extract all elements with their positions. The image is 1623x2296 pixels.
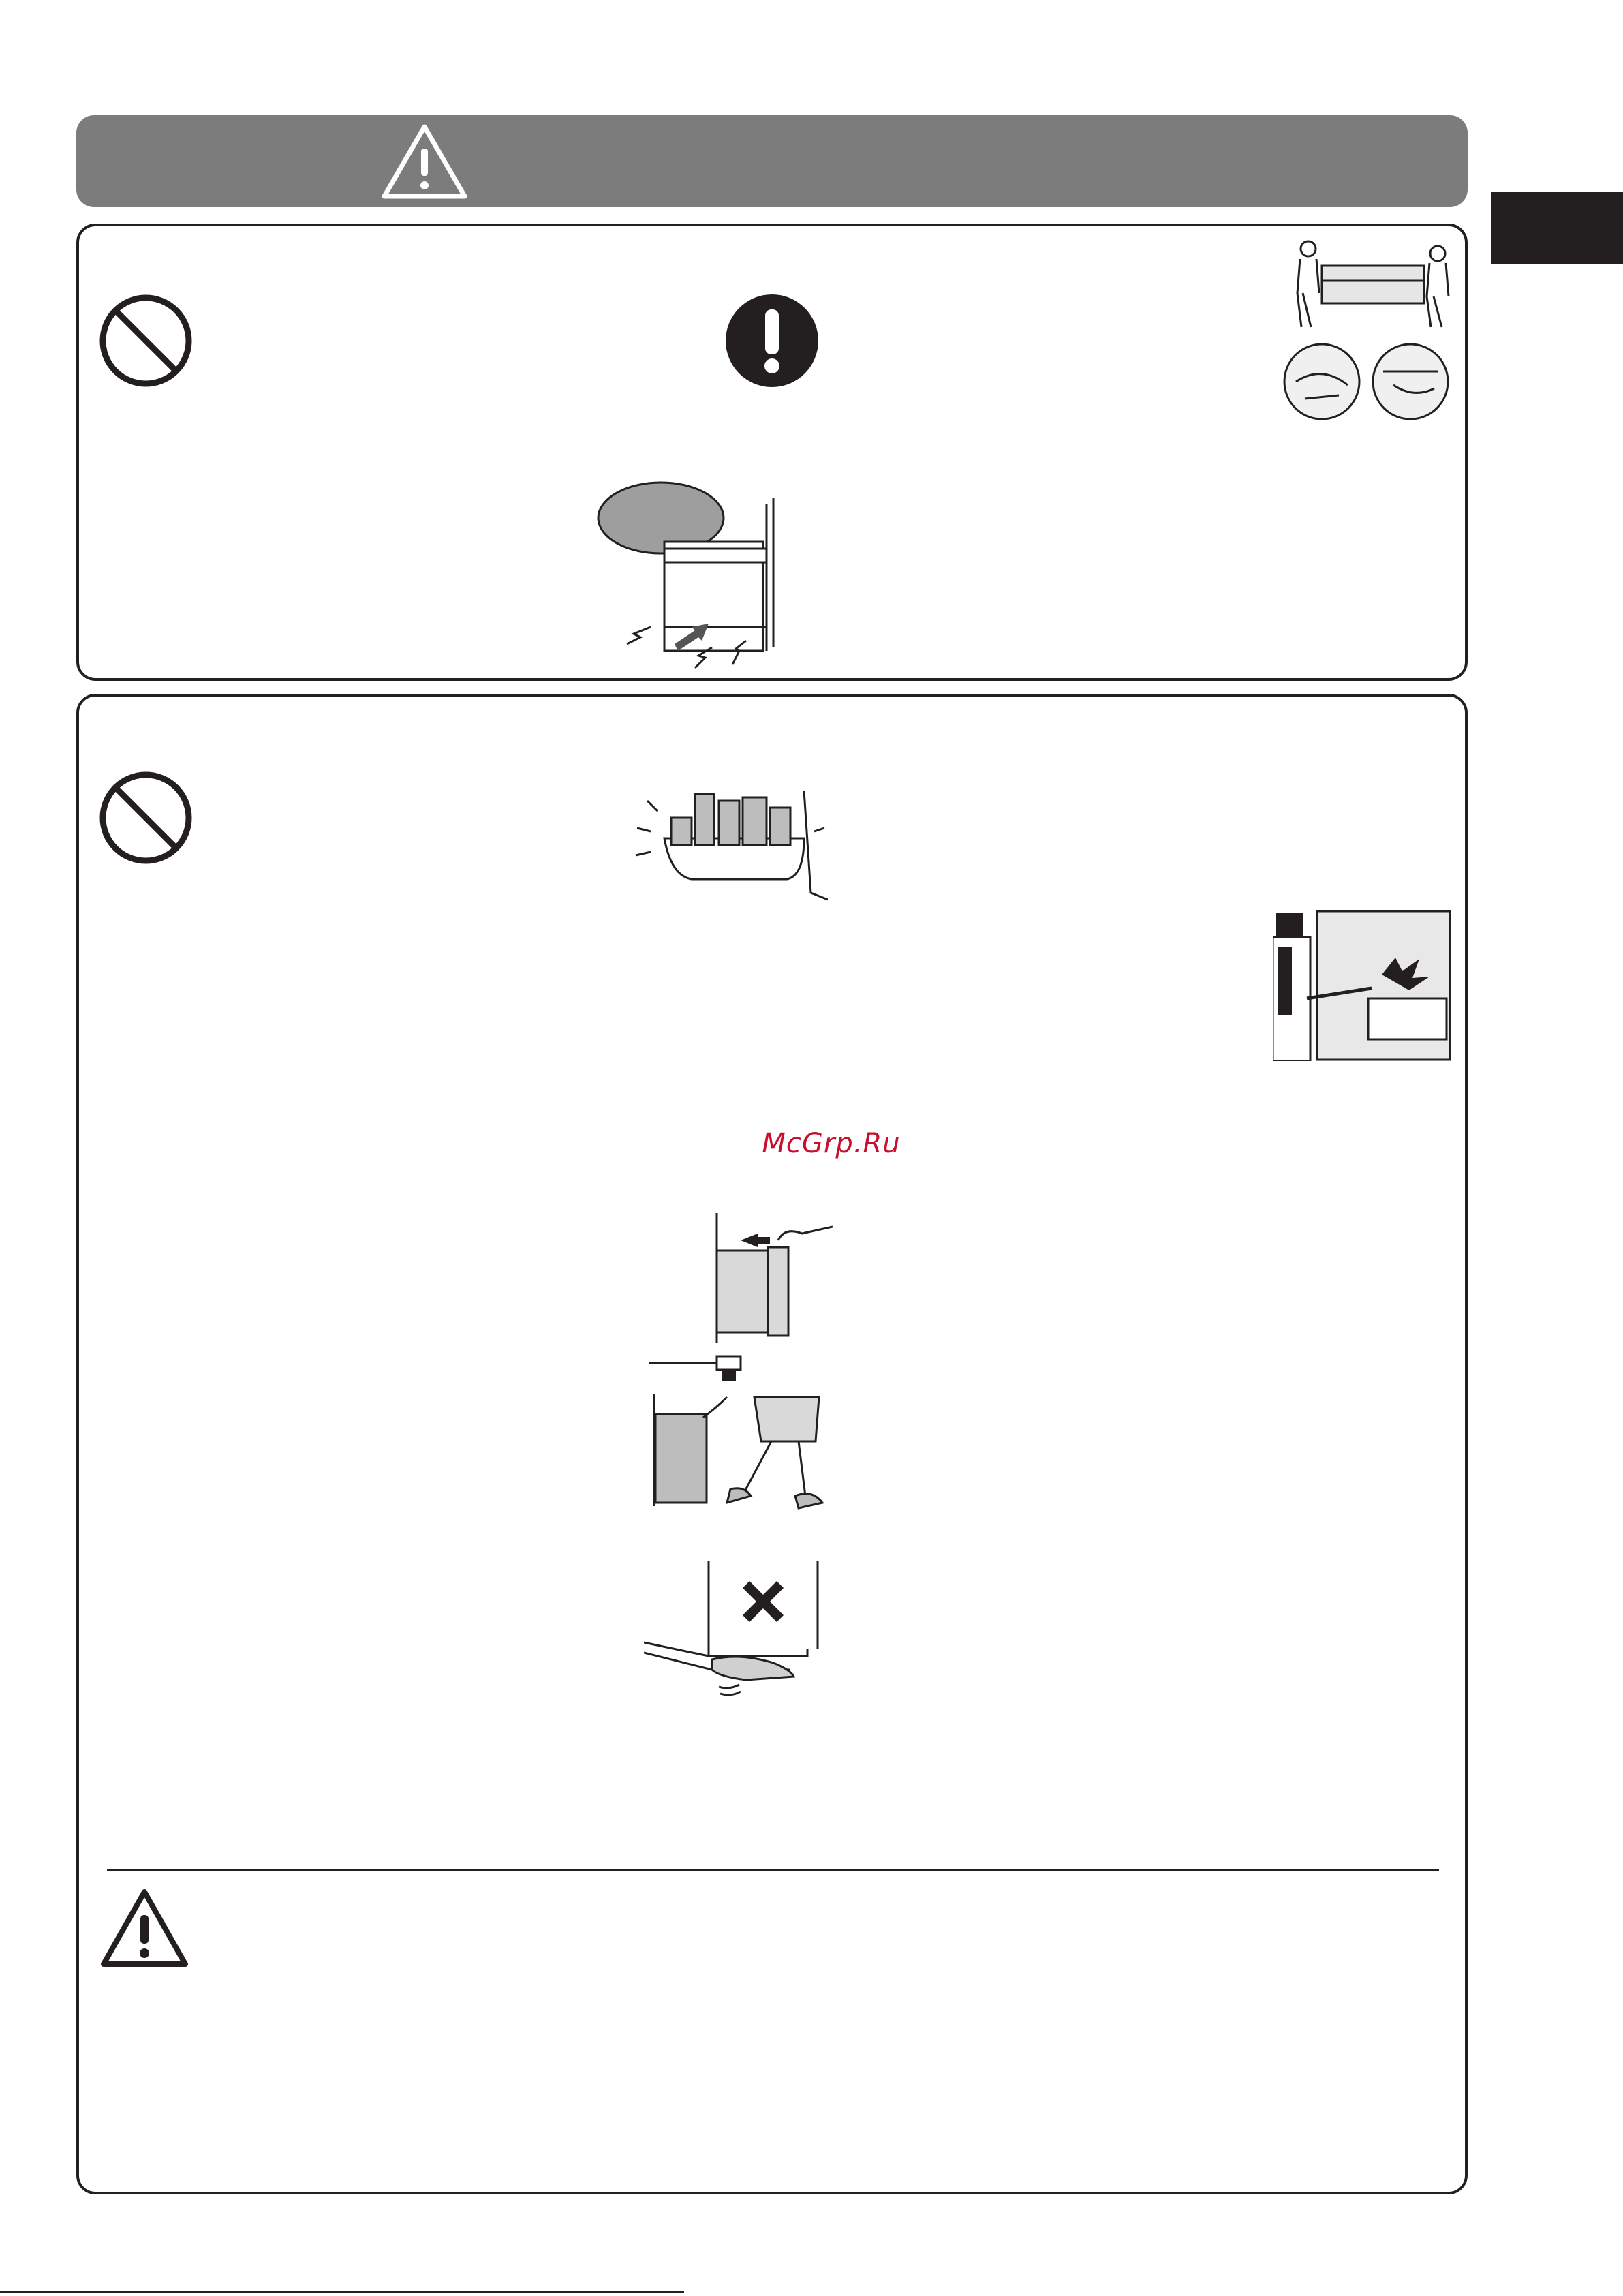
section-divider	[107, 1869, 1439, 1871]
carrying-refrigerator-illustration	[1281, 239, 1458, 423]
person-opening-door-illustration	[1273, 910, 1453, 1061]
pushing-drawer-illustration	[649, 1213, 833, 1390]
warning-header-bar	[76, 115, 1468, 207]
section-side-tab	[1491, 192, 1623, 264]
prohibition-icon	[98, 770, 194, 866]
watermark-text: McGrp.Ru	[762, 1128, 901, 1159]
warning-triangle-icon	[380, 123, 469, 200]
door-pocket-bottles-illustration	[630, 756, 828, 910]
foot-near-drawer-illustration	[649, 1394, 833, 1513]
warning-triangle-icon	[99, 1888, 189, 1970]
refrigerator-base-illustration	[593, 477, 811, 675]
footer-rule	[0, 2291, 684, 2293]
hand-under-refrigerator-illustration	[644, 1561, 824, 1697]
prohibition-icon	[98, 293, 194, 388]
mandatory-action-icon	[724, 293, 820, 388]
